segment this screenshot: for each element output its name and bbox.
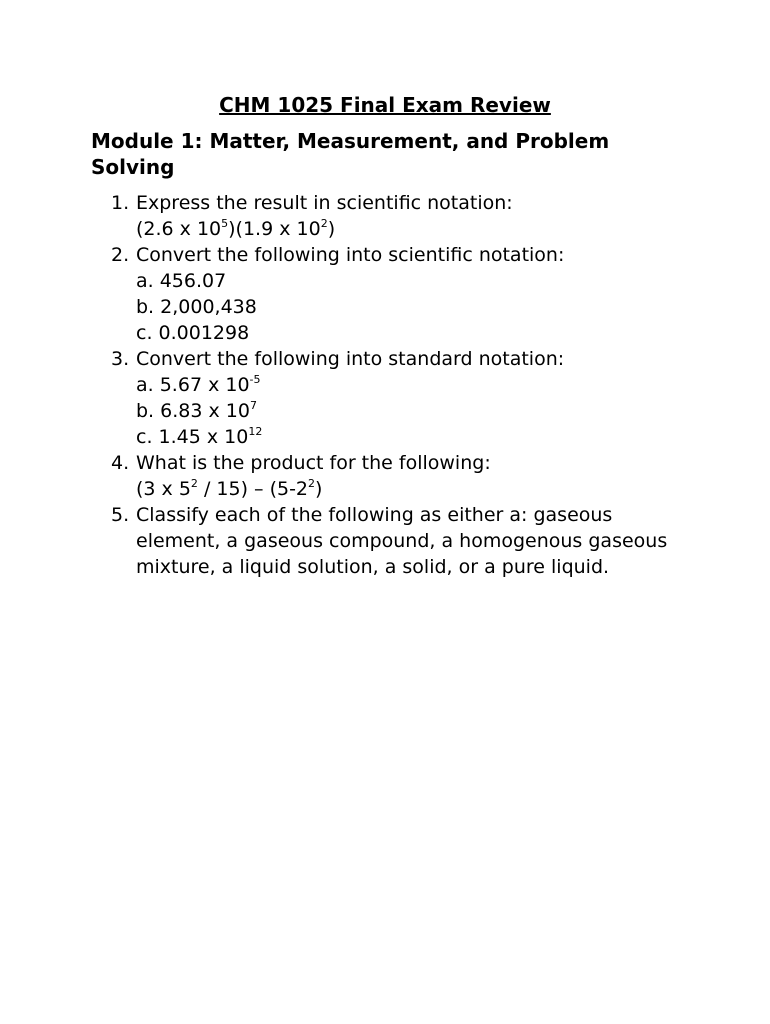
question-expression: (2.6 x $10^5)(1.9$ x $10^2$) [136,216,336,240]
exponent: -5 [249,372,261,386]
question-list [91,190,691,580]
question-prompt: Express the result in scientific notation: [136,192,513,214]
exponent: 5 [221,216,229,230]
question-prompt: What is the product for the following: [136,452,491,474]
question-number: 5. [111,504,130,526]
question-5 [91,502,691,580]
question-subitem: b. 6.83 x $10^7$ [136,398,257,422]
question-subitem: a. 5.67 x $10^{-5}$ [136,372,261,396]
question-number: 1. [111,192,130,214]
exponent: 7 [249,398,257,412]
question-4 [91,450,691,502]
exponent: 2 [308,476,316,490]
question-1 [91,190,691,242]
question-number: 2. [111,244,130,266]
document-title: CHM 1025 Final Exam Review [219,93,551,117]
question-subitem: b. 2,000,438 [136,296,257,318]
exponent: 2 [320,216,328,230]
question-prompt: Classify each of the following as either a: gaseous element, a gaseous compound, a homogenous gaseous mixture, a liquid solution, a solid, or a pure liquid. [136,504,668,578]
exponent: 12 [248,424,263,438]
question-subitem: c. 1.45 x $10^{12}$ [136,424,263,448]
question-subitem: a. 456.07 [136,270,227,292]
question-prompt: Convert the following into standard notation: [136,348,565,370]
question-expression: (3 x $5^2 / 15) - (5-2^2)$ [136,476,323,500]
exponent: 2 [190,476,198,490]
question-2 [91,242,691,346]
section-heading: Module 1: Matter, Measurement, and Problem Solving [91,129,610,179]
question-number: 4. [111,452,130,474]
question-number: 3. [111,348,130,370]
question-prompt: Convert the following into scientific notation: [136,244,565,266]
question-subitem: c. 0.001298 [136,322,250,344]
question-3 [91,346,691,450]
